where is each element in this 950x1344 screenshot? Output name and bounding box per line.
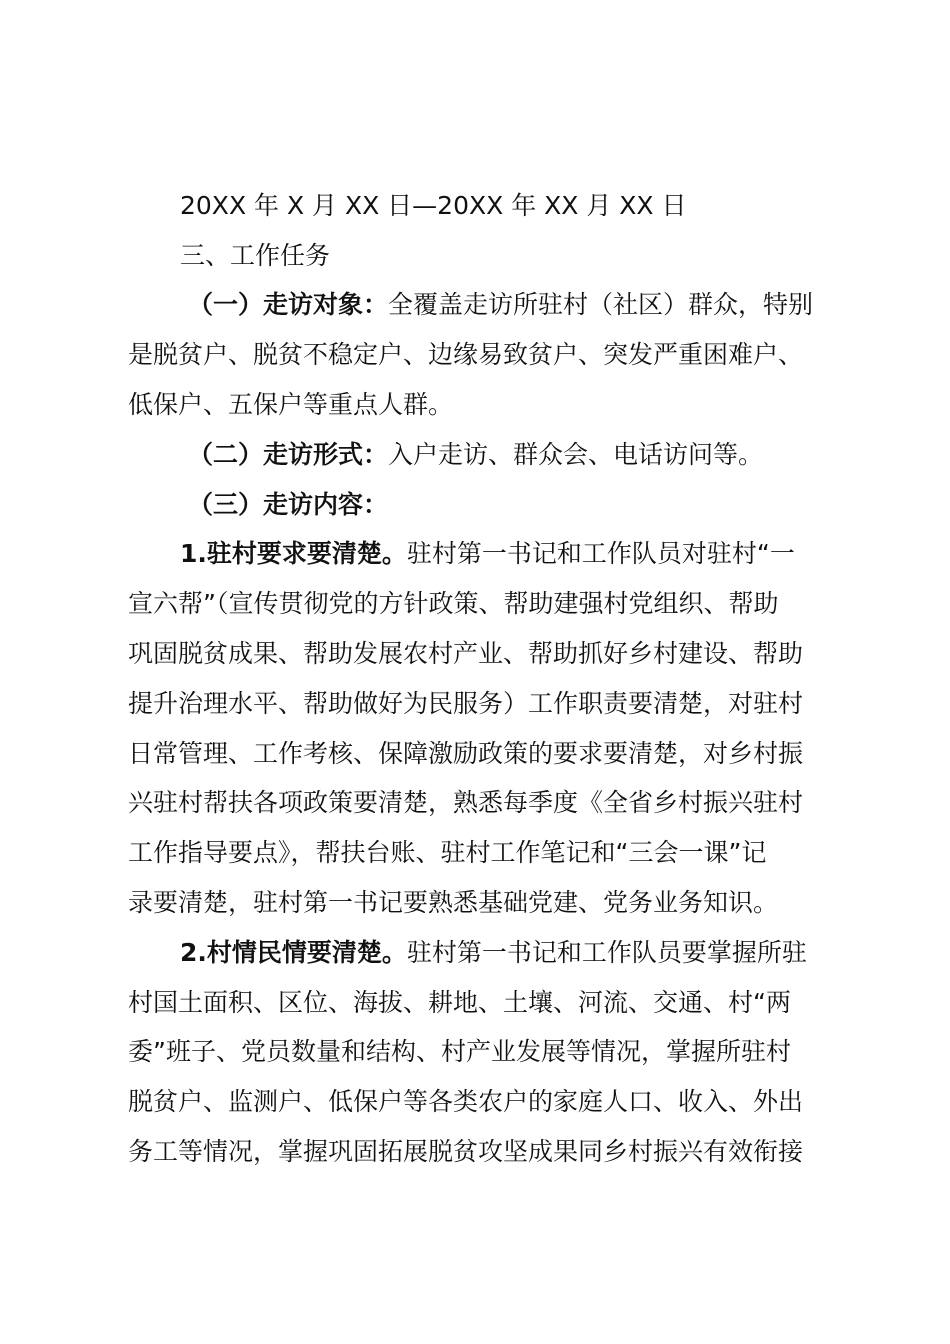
point1-line5: 日常管理、工作考核、保障激励政策的要求要清楚，对乡村振 — [128, 739, 804, 768]
point1-text: 驻村第一书记和工作队员对驻村“一 — [406, 539, 795, 568]
item1-line2: 是脱贫户、脱贫不稳定户、边缘易致贫户、突发严重困难户、 — [128, 340, 804, 369]
point1-line2: 宣六帮”（宣传贯彻党的方针政策、帮助建强村党组织、帮助 — [128, 589, 779, 618]
point1-line4: 提升治理水平、帮助做好为民服务）工作职责要清楚，对驻村 — [128, 689, 804, 718]
item1-line1 — [188, 287, 908, 323]
item2-line — [188, 437, 908, 473]
item1-line3: 低保户、五保户等重点人群。 — [128, 390, 454, 419]
item1-text: 全覆盖走访所驻村（社区）群众，特别 — [388, 290, 814, 319]
point2-line3: 委”班子、党员数量和结构、村产业发展等情况，掌握所驻村 — [128, 1037, 791, 1066]
point1-line7: 工作指导要点》，帮扶台账、驻村工作笔记和“三会一课”记 — [128, 838, 767, 867]
point1-line3: 巩固脱贫成果、帮助发展农村产业、帮助抓好乡村建设、帮助 — [128, 639, 804, 668]
point2-line2: 村国土面积、区位、海拔、耕地、土壤、河流、交通、村“两 — [128, 988, 791, 1017]
point2-heading: 2.村情民情要清楚。 — [180, 938, 407, 967]
item1-label: （一）走访对象： — [188, 290, 389, 319]
point2-line5: 务工等情况，掌握巩固拓展脱贫攻坚成果同乡村振兴有效衔接 — [128, 1137, 804, 1166]
item3-line — [188, 487, 908, 523]
point1-line8: 录要清楚，驻村第一书记要熟悉基础党建、党务业务知识。 — [128, 888, 779, 917]
item2-text: 入户走访、群众会、电话访问等。 — [388, 440, 764, 469]
point2-line4: 脱贫户、监测户、低保户等各类农户的家庭人口、收入、外出 — [128, 1087, 804, 1116]
item2-label: （二）走访形式： — [188, 440, 389, 469]
point2-line1 — [180, 935, 900, 971]
point1-line1 — [180, 536, 900, 572]
point2-text: 驻村第一书记和工作队员要掌握所驻 — [406, 938, 807, 967]
point1-heading: 1.驻村要求要清楚。 — [180, 539, 407, 568]
section-heading: 三、工作任务 — [180, 241, 331, 270]
item3-label: （三）走访内容： — [188, 490, 389, 519]
point1-line6: 兴驻村帮扶各项政策要清楚，熟悉每季度《全省乡村振兴驻村 — [128, 788, 804, 817]
date-range: 20XX 年 X 月 XX 日—20XX 年 XX 月 XX 日 — [180, 191, 687, 220]
